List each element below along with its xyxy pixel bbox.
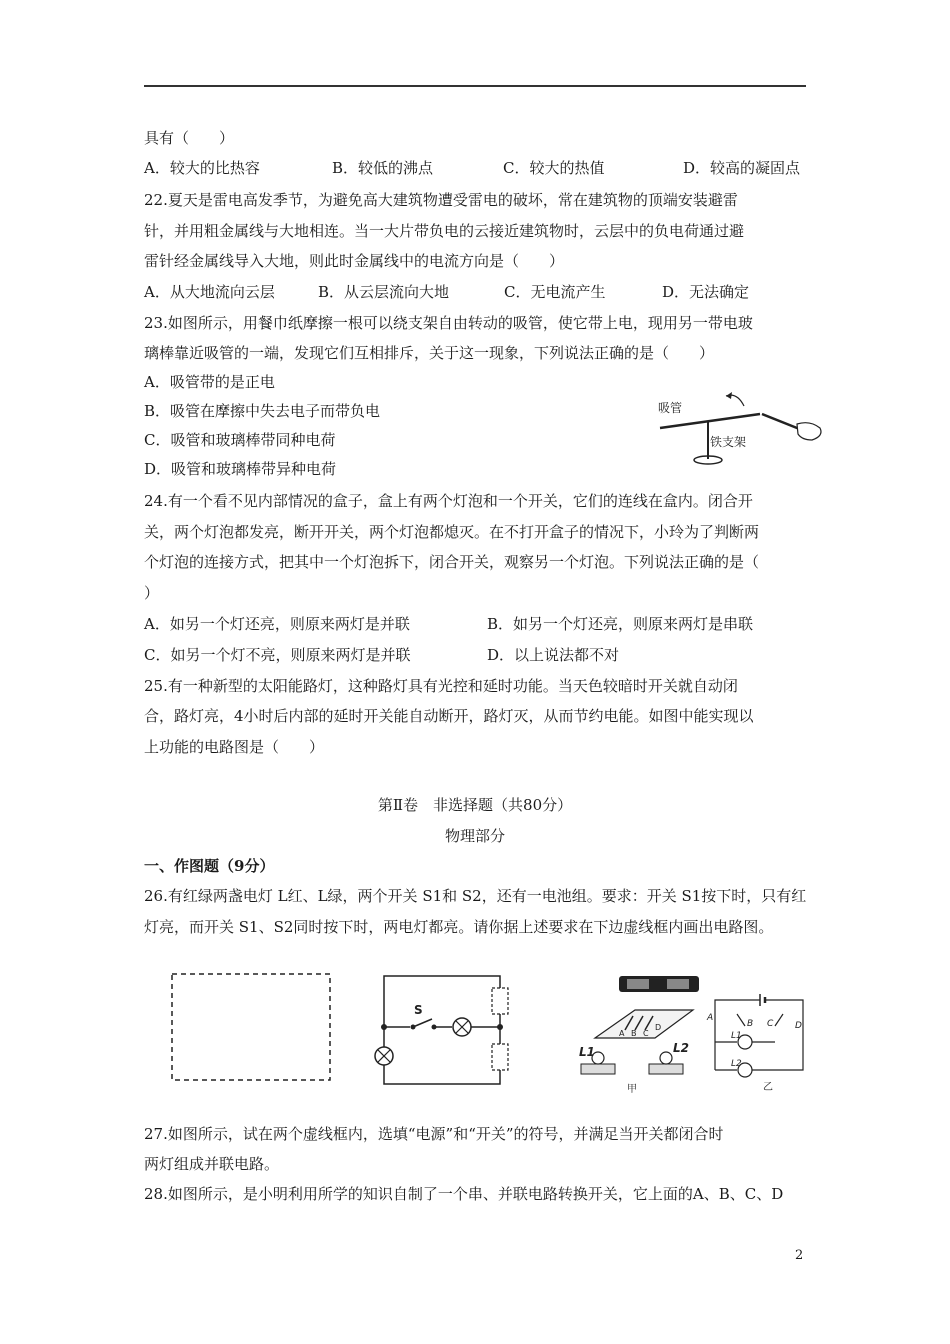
jia-caption: 甲 <box>627 1084 637 1095</box>
q23-option-c: C．吸管和玻璃棒带同种电荷 <box>144 431 336 449</box>
q25-line-1: 25.有一种新型的太阳能路灯，这种路灯具有光控和延时功能。当天色较暗时开关就自动闭 <box>144 677 738 695</box>
yi-switch-c <box>775 1014 783 1026</box>
glass-rod <box>762 414 802 430</box>
bulb-2-label: L2 <box>673 1041 689 1055</box>
yi-lamp-l2-label: L2 <box>731 1059 742 1069</box>
header-rule <box>144 85 806 87</box>
q24-line-4: ） <box>144 584 160 602</box>
q26-line-1: 26.有红绿两盏电灯 L红、L绿，两个开关 S1和 S2，还有一电池组。要求：开关 S1按下时，只有红 <box>144 887 807 905</box>
straw-label: 吸管 <box>658 401 683 415</box>
dashed-frame <box>172 974 330 1080</box>
yi-wire-left-top <box>715 1000 760 1022</box>
q22-line-3: 雷针经金属线导入大地，则此时金属线中的电流方向是（ ） <box>144 252 565 270</box>
switch-blade <box>413 1019 432 1027</box>
q21-option-d: D．较高的凝固点 <box>683 159 801 177</box>
node-right <box>497 1024 503 1030</box>
q24-option-b: B．如另一个灯还亮，则原来两灯是串联 <box>487 615 754 633</box>
straw <box>660 414 760 428</box>
hand-icon <box>797 423 821 440</box>
q21-option-a: A．较大的比热容 <box>144 159 260 177</box>
battery-cell-2 <box>667 979 689 989</box>
bulb-base-2 <box>649 1064 683 1074</box>
q24-option-a: A．如另一个灯还亮，则原来两灯是并联 <box>144 615 410 633</box>
jia-figure <box>575 968 705 1098</box>
jia-point-d: D <box>655 1023 662 1032</box>
q22-option-d: D．无法确定 <box>662 283 750 301</box>
bulb-1-label: L1 <box>579 1045 595 1059</box>
q24-line-1: 24.有一个看不见内部情况的盒子，盒上有两个灯泡和一个开关，它们的连线在盒内。闭合开 <box>144 492 753 510</box>
yi-point-b: B <box>747 1019 754 1029</box>
battery-cell-1 <box>627 979 649 989</box>
stand-label: 铁支架 <box>710 435 747 449</box>
q23-option-a: A．吸管带的是正电 <box>144 373 275 391</box>
q22-line-1: 22.夏天是雷电高发季节，为避免高大建筑物遭受雷电的破坏，常在建筑物的顶端安装避雷 <box>144 191 738 209</box>
yi-caption: 乙 <box>763 1082 773 1093</box>
yi-switch-b <box>737 1014 745 1026</box>
q22-option-a: A．从大地流向云层 <box>144 283 275 301</box>
dashed-box-upper <box>492 988 508 1014</box>
q24-line-3: 个灯泡的连接方式，把其中一个灯泡拆下，闭合开关，观察另一个灯泡。下列说法正确的是（ <box>144 553 760 571</box>
q23-option-d: D．吸管和玻璃棒带异种电荷 <box>144 460 337 478</box>
q22-option-b: B．从云层流向大地 <box>318 283 450 301</box>
q23-option-b: B．吸管在摩擦中失去电子而带负电 <box>144 402 381 420</box>
q25-line-2: 合，路灯亮，4小时后内部的延时开关能自动断开，路灯灭，从而节约电能。如图中能实现以 <box>144 707 754 725</box>
q26-line-2: 灯亮，而开关 S1、S2同时按下时，两电灯都亮。请你据上述要求在下边虚线框内画出电路图。 <box>144 918 774 936</box>
jia-point-c: C <box>643 1029 649 1038</box>
q23-line-1: 23.如图所示，用餐巾纸摩擦一根可以绕支架自由转动的吸管，使它带上电，现用另一带电玻 <box>144 314 753 332</box>
answer-dashed-box <box>170 972 332 1082</box>
q23-line-2: 璃棒靠近吸管的一端，发现它们互相排斥，关于这一现象，下列说法正确的是（ ） <box>144 344 715 362</box>
arrow-head <box>726 392 732 399</box>
wire-top <box>384 976 500 1027</box>
q22-line-2: 针，并用粗金属线与大地相连。当一大片带负电的云接近建筑物时，云层中的负电荷通过避 <box>144 222 745 240</box>
bulb-2-icon <box>660 1052 672 1064</box>
q27-line-1: 27.如图所示，试在两个虚线框内，选填“电源”和“开关”的符号，并满足当开关都闭合时 <box>144 1125 724 1143</box>
dashed-box-lower <box>492 1044 508 1070</box>
yi-figure <box>705 992 815 1092</box>
jia-point-b: B <box>631 1029 637 1038</box>
bulb-base-1 <box>581 1064 615 1074</box>
part2-title: 第Ⅱ卷 非选择题（共80分） <box>377 796 573 814</box>
q21-tail: 具有（ ） <box>144 129 235 147</box>
q24-option-c: C．如另一个灯不亮，则原来两灯是并联 <box>144 646 411 664</box>
q27-line-2: 两灯组成并联电路。 <box>144 1155 280 1173</box>
node-left <box>381 1024 387 1030</box>
yi-point-d: D <box>795 1021 802 1031</box>
q21-option-c: C．较大的热值 <box>503 159 605 177</box>
switch-label: S <box>414 1003 423 1017</box>
q27-circuit-figure <box>368 972 518 1090</box>
part2-subtitle: 物理部分 <box>444 827 505 845</box>
straw-stand-figure <box>652 384 832 474</box>
q24-line-2: 关，两个灯泡都发亮，断开开关，两个灯泡都熄灭。在不打开盒子的情况下，小玲为了判断两 <box>144 523 760 541</box>
q21-option-b: B．较低的沸点 <box>332 159 434 177</box>
yi-lamp-l1-label: L1 <box>731 1031 742 1041</box>
page-number: 2 <box>795 1248 804 1263</box>
q28-line-1: 28.如图所示，是小明利用所学的知识自制了一个串、并联电路转换开关，它上面的A、B、C、D <box>144 1185 784 1203</box>
q24-option-d: D．以上说法都不对 <box>487 646 620 664</box>
yi-point-c: C <box>767 1019 774 1029</box>
section-1-heading: 一、作图题（9分） <box>144 857 275 875</box>
q22-option-c: C．无电流产生 <box>504 283 606 301</box>
yi-point-a: A <box>707 1013 714 1023</box>
wire-bottom <box>384 1027 500 1084</box>
jia-point-a: A <box>619 1029 625 1038</box>
q25-line-3: 上功能的电路图是（ ） <box>144 738 325 756</box>
